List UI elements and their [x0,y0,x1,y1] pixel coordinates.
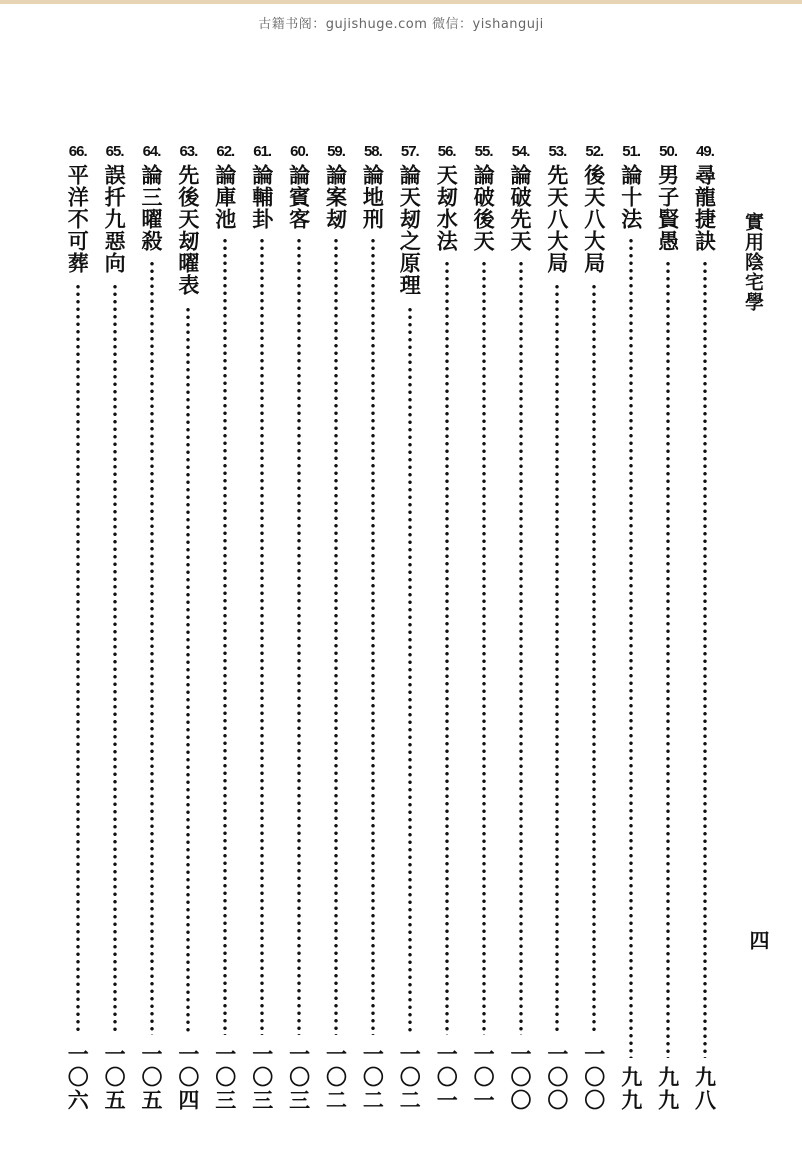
toc-entry-title-text: 論破後天 [471,164,497,252]
watermark-text: 古籍书阁：gujishuge.com 微信：yishanguji [258,17,544,32]
toc-entry [63,140,93,1112]
toc-entry-number: 54. [511,143,530,160]
top-border [0,0,802,4]
toc-entry-page-text: 一〇一 [471,1043,497,1112]
toc-entry-page-text: 一〇三 [249,1043,275,1112]
toc-entry-title [542,164,572,274]
toc-entry-number: 53. [548,143,567,160]
toc-entry-title-text: 論天刼之原理 [397,164,423,296]
toc-entry-title [321,164,351,230]
toc-entry-page [506,1043,536,1112]
toc-entry [395,140,425,1112]
toc-entry-title [173,164,203,296]
toc-entry-page [63,1043,93,1112]
toc-entry-number: 55. [474,143,493,160]
toc-entry-title [100,164,130,274]
toc-entry-page [616,1066,646,1112]
toc-entry-title-text: 論破先天 [508,164,533,252]
dot-leader [113,283,117,1035]
toc-entry-page [469,1043,499,1112]
dot-leader [223,237,227,1035]
toc-entry-title [579,164,609,274]
toc-entry-page-text: 一〇三 [212,1043,238,1112]
toc-entry-number: 51. [622,143,641,160]
toc-entry-page-text: 一〇三 [286,1043,312,1112]
toc-entry-page [247,1043,277,1112]
toc-entry-title [247,164,277,230]
toc-entry-page-text: 一〇二 [397,1043,423,1112]
toc-entry-number: 52. [585,143,604,160]
toc-entry-title-text: 天刼水法 [434,164,460,252]
toc-entry-number: 62. [216,143,235,160]
toc-entry-number: 57. [400,143,419,160]
toc-entry-page-text: 一〇四 [175,1043,201,1112]
toc-entry [690,140,720,1112]
dot-leader [703,260,707,1058]
toc-entry-title-text: 平洋不可葬 [65,164,91,274]
dot-leader [555,283,559,1035]
toc-entry-number: 59. [327,143,345,160]
dot-leader [592,283,596,1035]
toc-entry-title-text: 論地刑 [360,164,386,230]
toc-entry-title [690,164,720,252]
toc-entry [173,140,203,1112]
book-title: 實用陰宅學 [742,212,764,312]
table-of-contents [65,140,720,1120]
toc-entry-page-text: 九八 [692,1066,718,1112]
toc-entry-title-text: 論庫池 [212,164,238,230]
toc-entry-number: 60. [290,143,309,160]
toc-entry [100,140,130,1112]
dot-leader [334,237,338,1035]
toc-entry [506,140,536,1112]
toc-entry-number: 58. [363,143,382,160]
toc-entry-page-text: 一〇〇 [581,1043,607,1112]
toc-entry-page-text: 一〇二 [360,1043,386,1112]
toc-entry-number: 65. [105,143,124,160]
toc-entry-page-text: 一〇五 [102,1043,128,1112]
toc-entry-number: 64. [142,143,161,160]
toc-entry-title-text: 男子賢愚 [655,164,681,252]
dot-leader [666,260,670,1058]
dot-leader [408,306,412,1035]
toc-entry-title [210,164,240,230]
toc-entry-page-text: 一〇二 [323,1043,349,1112]
toc-entry-page-text: 一〇〇 [544,1043,570,1112]
toc-entry [358,140,388,1112]
toc-entry-title [432,164,462,252]
dot-leader [482,260,486,1035]
toc-entry [579,140,609,1112]
toc-entry-number: 63. [179,143,198,160]
dot-leader [629,237,633,1058]
toc-entry [247,140,277,1112]
toc-entry-title [63,164,93,274]
dot-leader [519,260,523,1035]
toc-entry-title [469,164,499,252]
toc-entry-page [395,1043,425,1112]
toc-entry-number: 49. [696,143,714,160]
toc-entry-page-text: 一〇〇 [508,1043,533,1112]
toc-entry-title-text: 尋龍捷訣 [692,164,718,252]
toc-entry-title [358,164,388,230]
toc-entry-page [100,1043,130,1112]
toc-entry-page [321,1043,351,1112]
toc-entry [542,140,572,1112]
toc-entry-page [690,1066,720,1112]
toc-entry-title-text: 誤扦九惡向 [102,164,128,274]
dot-leader [150,260,154,1035]
toc-entry-page-text: 一〇五 [139,1043,164,1112]
toc-entry-title-text: 先天八大局 [544,164,570,274]
toc-entry-number: 56. [437,143,456,160]
toc-entry-title-text: 論輔卦 [249,164,275,230]
toc-entry-title-text: 先後天刼曜表 [175,164,201,296]
toc-entry [321,140,351,1112]
toc-entry [137,140,167,1112]
toc-entry [616,140,646,1112]
page-number: 四 [746,930,770,950]
toc-entry [284,140,314,1112]
toc-entry-title-text: 論賓客 [286,164,312,230]
toc-entry [210,140,240,1112]
toc-entry-number: 50. [659,143,678,160]
toc-entry-page [542,1043,572,1112]
toc-entry-title [395,164,425,296]
dot-leader [260,237,264,1035]
toc-entry-page-text: 一〇一 [434,1043,460,1112]
toc-entry [469,140,499,1112]
dot-leader [297,237,301,1035]
toc-entry-number: 66. [68,143,87,160]
toc-entry-title [616,164,646,230]
toc-entry-title [284,164,314,230]
toc-entry-page [358,1043,388,1112]
toc-entry-title-text: 後天八大局 [581,164,607,274]
toc-entry-number: 61. [253,143,272,160]
dot-leader [76,283,80,1035]
toc-entry-page-text: 九九 [618,1066,644,1112]
toc-entry [653,140,683,1112]
toc-entry-title [506,164,536,252]
toc-entry-page-text: 九九 [655,1066,681,1112]
dot-leader [186,306,190,1035]
toc-entry-page [210,1043,240,1112]
toc-entry-page [137,1043,167,1112]
toc-entry-page [173,1043,203,1112]
toc-entry [432,140,462,1112]
toc-entry-page [579,1043,609,1112]
toc-entry-title-text: 論十法 [618,164,644,230]
toc-entry-page [653,1066,683,1112]
toc-entry-title-text: 論案刼 [323,164,349,230]
toc-entry-page [432,1043,462,1112]
toc-entry-title [137,164,167,252]
dot-leader [371,237,375,1035]
dot-leader [445,260,449,1035]
toc-entry-title [653,164,683,252]
toc-entry-page [284,1043,314,1112]
toc-entry-page-text: 一〇六 [65,1043,91,1112]
toc-entry-title-text: 論三曜殺 [139,164,164,252]
